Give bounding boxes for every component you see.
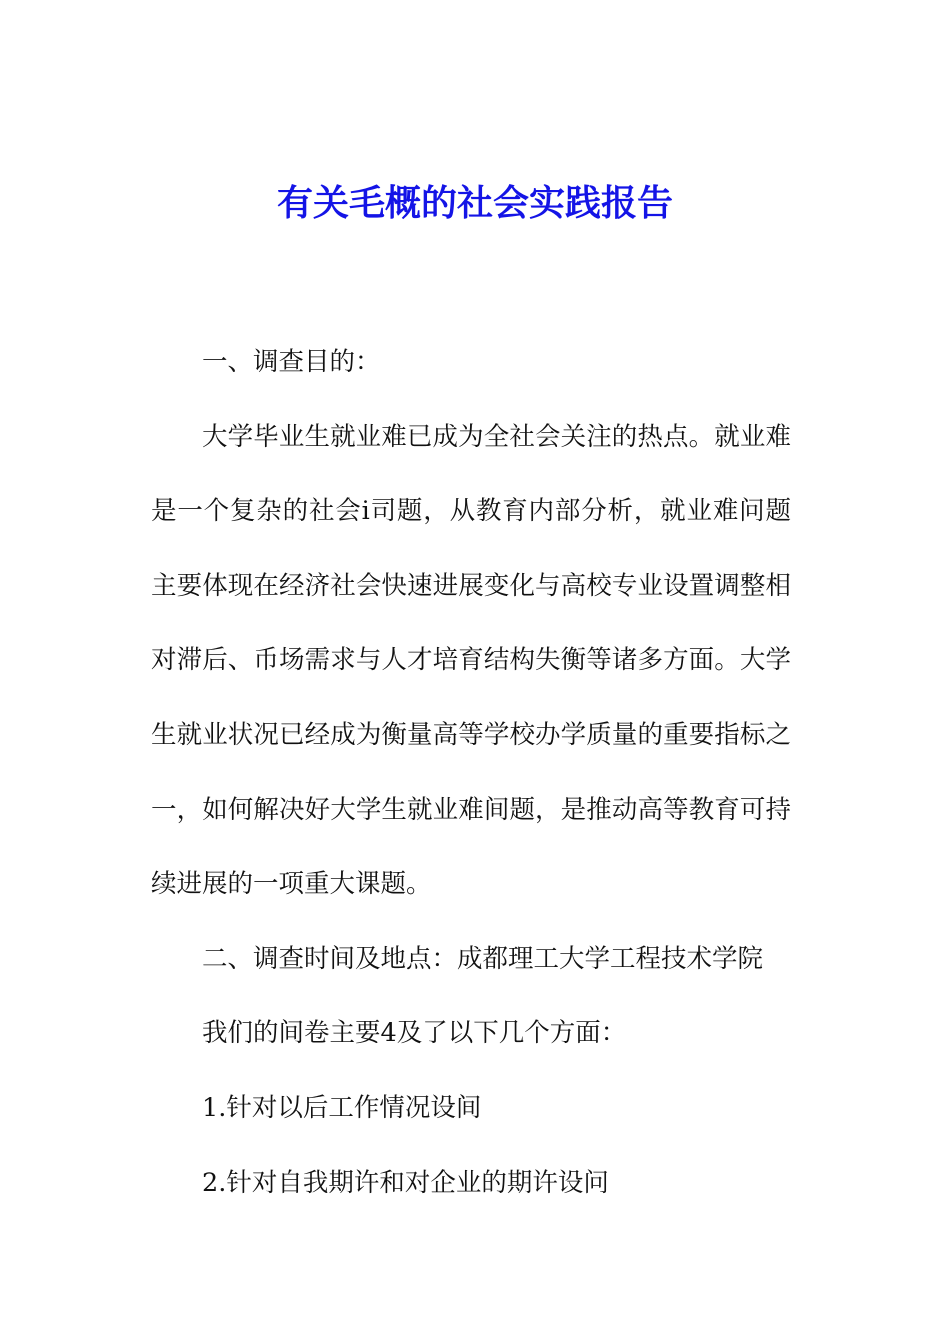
section-heading-purpose: 一、调查目的： [202,347,381,377]
list-item-work-situation: 1.针对以后工作情况设间 [202,1092,482,1123]
page-title: 有关毛概的社会实践报告 [276,182,673,224]
list-item-expectations: 2.针对自我期许和对企业的期许设问 [202,1167,609,1198]
paragraph-survey-scope: 我们的间卷主要4及了以下几个方面： [202,1018,627,1049]
section-heading-time-place: 二、调查时间及地点：成都理工大学工程技术学院 [202,943,764,974]
paragraph-background: 大学毕业生就业难已成为全社会关注的热点。就业难是一个复杂的社会i司题，从教育内部分析，就业难问题主要体现在经济社会快速进展变化与高校专业设置调整相对滞后、币场需求与人才培育结构失衡等诸多方面。大学生就业状况已经成为衡量高等学校办学质量的重要指标之一，如何解决好大学生就业难间题，是推动高等教育可持续进展的一项重大课题。 [151,421,791,900]
document-body [151,325,791,1220]
